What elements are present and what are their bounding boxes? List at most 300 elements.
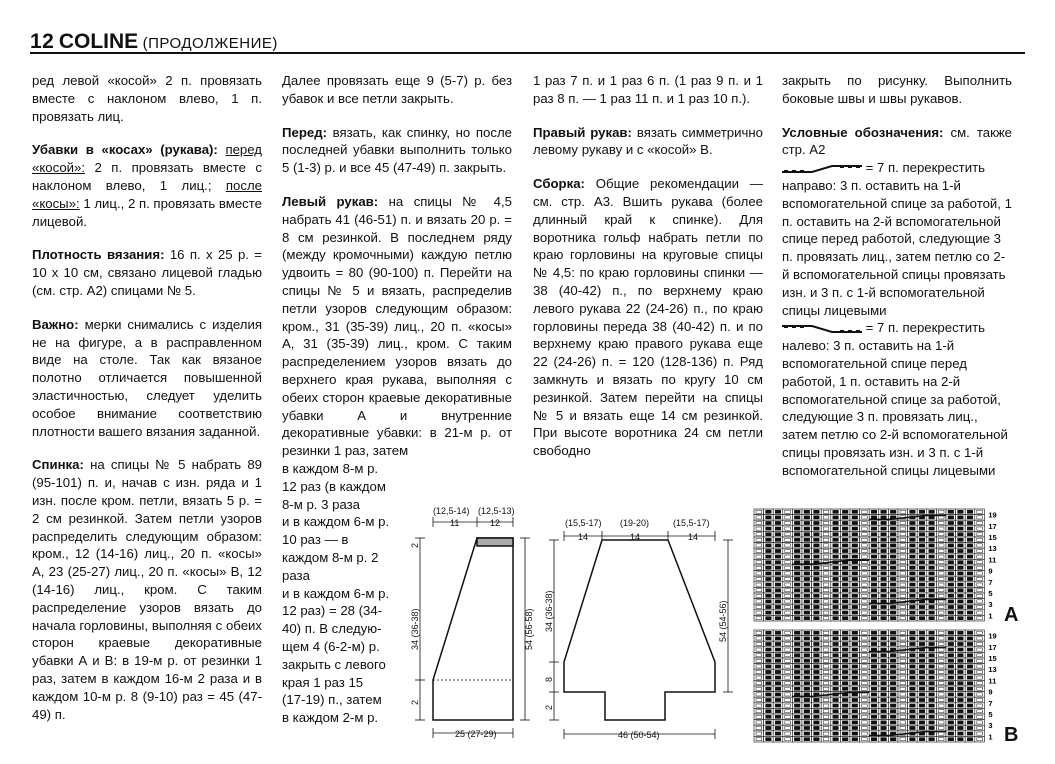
knit-stitch bbox=[871, 642, 877, 645]
knit-stitch bbox=[890, 577, 896, 580]
knit-stitch bbox=[929, 715, 935, 718]
knit-stitch bbox=[833, 544, 839, 547]
knit-stitch bbox=[833, 732, 839, 735]
purl-stitch bbox=[823, 665, 829, 668]
knit-stitch bbox=[794, 555, 800, 558]
knit-stitch bbox=[775, 549, 781, 552]
knit-stitch bbox=[871, 555, 877, 558]
knit-stitch bbox=[794, 698, 800, 701]
knit-stitch bbox=[919, 533, 925, 536]
purl-stitch bbox=[977, 659, 983, 662]
dim-label: 25 (27-29) bbox=[455, 729, 497, 739]
knit-stitch bbox=[852, 617, 858, 620]
knit-stitch bbox=[871, 605, 877, 608]
purl-stitch bbox=[938, 521, 944, 524]
knit-stitch bbox=[852, 533, 858, 536]
knit-stitch bbox=[910, 533, 916, 536]
knit-stitch bbox=[814, 715, 820, 718]
knit-stitch bbox=[833, 710, 839, 713]
purl-stitch bbox=[756, 555, 762, 558]
knit-stitch bbox=[871, 566, 877, 569]
purl-stitch bbox=[862, 637, 868, 640]
knit-stitch bbox=[929, 561, 935, 564]
knit-stitch bbox=[804, 738, 810, 741]
knit-stitch bbox=[794, 732, 800, 735]
purl-stitch bbox=[862, 521, 868, 524]
knit-stitch bbox=[919, 715, 925, 718]
knit-stitch bbox=[814, 555, 820, 558]
knit-stitch bbox=[852, 611, 858, 614]
purl-stitch bbox=[900, 510, 906, 513]
knit-stitch bbox=[871, 665, 877, 668]
purl-stitch bbox=[823, 726, 829, 729]
purl-stitch bbox=[823, 583, 829, 586]
knit-stitch bbox=[852, 715, 858, 718]
knit-stitch bbox=[958, 670, 964, 673]
knit-stitch bbox=[814, 589, 820, 592]
knit-stitch bbox=[890, 561, 896, 564]
knit-stitch bbox=[929, 617, 935, 620]
dim-label: 54 (54-56) bbox=[718, 600, 728, 642]
purl-stitch bbox=[823, 605, 829, 608]
knit-stitch bbox=[804, 693, 810, 696]
knit-stitch bbox=[890, 726, 896, 729]
knit-stitch bbox=[814, 704, 820, 707]
knit-stitch bbox=[958, 611, 964, 614]
knit-stitch bbox=[967, 538, 973, 541]
knit-stitch bbox=[919, 721, 925, 724]
purl-stitch bbox=[938, 715, 944, 718]
chart-b-label: B bbox=[1004, 724, 1019, 746]
knit-stitch bbox=[794, 566, 800, 569]
knit-stitch bbox=[958, 687, 964, 690]
underlined-text: перед «косой»: bbox=[32, 142, 262, 176]
knit-stitch bbox=[833, 704, 839, 707]
knit-stitch bbox=[890, 654, 896, 657]
knit-stitch bbox=[910, 577, 916, 580]
purl-stitch bbox=[756, 510, 762, 513]
knit-stitch bbox=[766, 654, 772, 657]
knit-stitch bbox=[814, 605, 820, 608]
knit-stitch bbox=[852, 577, 858, 580]
knit-stitch bbox=[967, 577, 973, 580]
knit-stitch bbox=[967, 611, 973, 614]
purl-stitch bbox=[862, 617, 868, 620]
dim-label: (19-20) bbox=[620, 518, 650, 528]
purl-stitch bbox=[785, 549, 791, 552]
knit-stitch bbox=[775, 566, 781, 569]
paragraph-text: на спицы № 4,5 набрать 41 (46-51) п. и вязать 20 р. = 8 см резинкой. В последнем ряду (между кромочными) каждую петлю удвоить = 80 (90-100) п. Перейти на спицы № 5 и вязать, распределив петли узоров следующим образом: кром., 31 (35-39) лиц., 20 п. «косы» А, 31 (35-39) лиц., кром. С таким распределением узоров вязать до верхнего края рукава, выполняя с обеих сторон краевые декоративные убавки А и внутренние декоративные убавки: в 21-м р. от резинки 1 раз, затем bbox=[282, 193, 512, 459]
knit-stitch bbox=[881, 670, 887, 673]
knit-stitch bbox=[766, 676, 772, 679]
knit-stitch bbox=[833, 698, 839, 701]
knit-stitch bbox=[852, 676, 858, 679]
purl-stitch bbox=[938, 738, 944, 741]
purl-stitch bbox=[862, 676, 868, 679]
purl-stitch bbox=[900, 726, 906, 729]
knit-stitch bbox=[881, 611, 887, 614]
knit-stitch bbox=[948, 732, 954, 735]
purl-stitch bbox=[785, 521, 791, 524]
knit-stitch bbox=[775, 715, 781, 718]
knit-stitch bbox=[890, 605, 896, 608]
knit-stitch bbox=[842, 510, 848, 513]
knit-stitch bbox=[910, 738, 916, 741]
knit-stitch bbox=[948, 589, 954, 592]
knit-stitch bbox=[833, 510, 839, 513]
purl-stitch bbox=[938, 561, 944, 564]
knit-stitch bbox=[804, 561, 810, 564]
purl-stitch bbox=[862, 654, 868, 657]
knit-stitch bbox=[833, 572, 839, 575]
purl-stitch bbox=[862, 738, 868, 741]
chart-row-label: 5 bbox=[988, 589, 993, 598]
knit-stitch bbox=[871, 687, 877, 690]
narrow-line: края 1 раз 15 bbox=[282, 674, 364, 690]
knit-stitch bbox=[967, 726, 973, 729]
knit-stitch bbox=[958, 566, 964, 569]
purl-stitch bbox=[756, 549, 762, 552]
purl-stitch bbox=[785, 637, 791, 640]
knit-stitch bbox=[766, 721, 772, 724]
knit-stitch bbox=[842, 715, 848, 718]
paragraph-title: Сборка: bbox=[533, 176, 585, 192]
knit-stitch bbox=[766, 687, 772, 690]
knit-stitch bbox=[929, 665, 935, 668]
knit-stitch bbox=[948, 510, 954, 513]
purl-stitch bbox=[862, 670, 868, 673]
knit-stitch bbox=[842, 577, 848, 580]
knit-stitch bbox=[967, 738, 973, 741]
knit-stitch bbox=[929, 577, 935, 580]
knit-stitch bbox=[948, 521, 954, 524]
knit-stitch bbox=[910, 670, 916, 673]
knit-stitch bbox=[775, 533, 781, 536]
knit-stitch bbox=[958, 642, 964, 645]
knit-stitch bbox=[804, 704, 810, 707]
paragraph-text: на спицы № 5 набрать 89 (95-101) п. и, начав с изн. ряда и 1 изн. после кром. петли, вязать 5 р. = 2 см резинкой. Затем петли узоров распределить следующим образом: кром., 12 (14-16) лиц., 20 п. «косы» А, 23 (25-27) лиц., 20 п. «косы» В, 12 (14-16) лиц., кром. С таким распределение узоров вязать до начала горловины, выполняя с обеих сторон краевые декоративные убавки А и В: в 19-м р. от резинки 1 раз, затем в каждом 16-м 2 раза и в каждом 10-м р. 8 (9-10) раз = 45 (47-49) п. bbox=[32, 457, 262, 722]
knit-stitch bbox=[919, 710, 925, 713]
knit-stitch bbox=[890, 555, 896, 558]
knit-stitch bbox=[948, 538, 954, 541]
knit-stitch bbox=[842, 721, 848, 724]
knit-stitch bbox=[814, 682, 820, 685]
purl-stitch bbox=[977, 555, 983, 558]
knit-stitch bbox=[881, 637, 887, 640]
purl-stitch bbox=[756, 544, 762, 547]
knit-stitch bbox=[766, 637, 772, 640]
knit-stitch bbox=[929, 654, 935, 657]
paragraph bbox=[282, 124, 512, 177]
knit-stitch bbox=[833, 676, 839, 679]
knit-stitch bbox=[794, 715, 800, 718]
knit-stitch bbox=[766, 549, 772, 552]
knit-stitch bbox=[775, 631, 781, 634]
knit-stitch bbox=[881, 566, 887, 569]
purl-stitch bbox=[977, 631, 983, 634]
knit-stitch bbox=[794, 521, 800, 524]
knit-stitch bbox=[910, 726, 916, 729]
knit-stitch bbox=[804, 659, 810, 662]
cable-right-symbol-icon bbox=[782, 165, 862, 173]
knit-stitch bbox=[775, 732, 781, 735]
knit-stitch bbox=[794, 642, 800, 645]
knit-stitch bbox=[967, 676, 973, 679]
purl-stitch bbox=[756, 665, 762, 668]
knit-stitch bbox=[794, 594, 800, 597]
knit-stitch bbox=[852, 566, 858, 569]
knit-stitch bbox=[958, 738, 964, 741]
knit-stitch bbox=[852, 561, 858, 564]
knit-stitch bbox=[919, 566, 925, 569]
knit-stitch bbox=[948, 704, 954, 707]
purl-stitch bbox=[900, 521, 906, 524]
purl-stitch bbox=[938, 659, 944, 662]
knit-stitch bbox=[910, 544, 916, 547]
knit-stitch bbox=[794, 510, 800, 513]
knit-stitch bbox=[842, 600, 848, 603]
knit-stitch bbox=[804, 637, 810, 640]
knit-stitch bbox=[958, 637, 964, 640]
purl-stitch bbox=[756, 715, 762, 718]
knit-stitch bbox=[804, 516, 810, 519]
purl-stitch bbox=[938, 566, 944, 569]
knit-stitch bbox=[871, 617, 877, 620]
knit-stitch bbox=[948, 710, 954, 713]
knit-stitch bbox=[852, 594, 858, 597]
knit-stitch bbox=[804, 732, 810, 735]
purl-stitch bbox=[756, 637, 762, 640]
knit-stitch bbox=[948, 527, 954, 530]
knit-stitch bbox=[833, 583, 839, 586]
knit-stitch bbox=[842, 617, 848, 620]
purl-stitch bbox=[785, 676, 791, 679]
purl-stitch bbox=[823, 698, 829, 701]
purl-stitch bbox=[785, 561, 791, 564]
purl-stitch bbox=[823, 538, 829, 541]
knit-stitch bbox=[852, 600, 858, 603]
purl-stitch bbox=[900, 670, 906, 673]
knit-stitch bbox=[910, 566, 916, 569]
knit-stitch bbox=[919, 687, 925, 690]
purl-stitch bbox=[900, 617, 906, 620]
knit-stitch bbox=[910, 555, 916, 558]
knit-stitch bbox=[775, 527, 781, 530]
paragraph-text: Общие рекомендации — см. стр. А3. Вшить рукава (более длинный край к спинке). Для воротника гольф набрать петли по краю горловины на круговые спицы № 4,5: по краю горловины спинки — 38 (40-42) п., по верхнему краю левого рукава 22 (24-26) п., по краю горловины переда 38 (40-42) п. и по верхнему краю правого рукава еще 22 (24-26) п. = 120 (128-136) п. Ряд замкнуть и вязать по кругу 10 см резинкой. Затем перейти на спицы № 5 и вязать еще 14 см резинкой. При высоте воротника 24 см петли свободно bbox=[533, 176, 763, 459]
knit-stitch bbox=[766, 631, 772, 634]
knit-stitch bbox=[958, 549, 964, 552]
knit-stitch bbox=[766, 682, 772, 685]
purl-stitch bbox=[862, 715, 868, 718]
purl-stitch bbox=[862, 538, 868, 541]
knit-stitch bbox=[804, 726, 810, 729]
knit-stitch bbox=[833, 659, 839, 662]
purl-stitch bbox=[756, 572, 762, 575]
knit-stitch bbox=[929, 589, 935, 592]
paragraph-title: Правый рукав: bbox=[533, 124, 632, 140]
knit-stitch bbox=[814, 631, 820, 634]
knit-stitch bbox=[775, 577, 781, 580]
purl-stitch bbox=[938, 549, 944, 552]
purl-stitch bbox=[785, 510, 791, 513]
paragraph-text: вязать симметрично левому рукаву и с «косой» В. bbox=[533, 124, 763, 158]
chart-row-label: 15 bbox=[988, 654, 997, 663]
knit-stitch bbox=[881, 605, 887, 608]
knit-stitch bbox=[852, 670, 858, 673]
purl-stitch bbox=[785, 738, 791, 741]
knit-stitch bbox=[967, 654, 973, 657]
knit-stitch bbox=[775, 583, 781, 586]
purl-stitch bbox=[977, 738, 983, 741]
knit-stitch bbox=[766, 704, 772, 707]
knit-stitch bbox=[881, 693, 887, 696]
purl-stitch bbox=[756, 687, 762, 690]
knit-stitch bbox=[852, 659, 858, 662]
knit-stitch bbox=[833, 555, 839, 558]
knit-stitch bbox=[842, 665, 848, 668]
knit-stitch bbox=[814, 648, 820, 651]
knit-stitch bbox=[890, 510, 896, 513]
purl-stitch bbox=[756, 577, 762, 580]
paragraph bbox=[782, 124, 1012, 160]
purl-stitch bbox=[862, 594, 868, 597]
purl-stitch bbox=[900, 654, 906, 657]
purl-stitch bbox=[823, 617, 829, 620]
knit-stitch bbox=[929, 572, 935, 575]
knit-stitch bbox=[929, 659, 935, 662]
purl-stitch bbox=[900, 659, 906, 662]
knit-stitch bbox=[814, 738, 820, 741]
purl-stitch bbox=[862, 687, 868, 690]
purl-stitch bbox=[977, 605, 983, 608]
knit-stitch bbox=[929, 738, 935, 741]
knit-stitch bbox=[842, 710, 848, 713]
knit-stitch bbox=[958, 648, 964, 651]
knit-stitch bbox=[871, 516, 877, 519]
knit-stitch bbox=[948, 721, 954, 724]
knit-stitch bbox=[871, 611, 877, 614]
knit-stitch bbox=[929, 605, 935, 608]
purl-stitch bbox=[900, 549, 906, 552]
knit-stitch bbox=[871, 533, 877, 536]
purl-stitch bbox=[938, 726, 944, 729]
knit-stitch bbox=[948, 665, 954, 668]
knit-stitch bbox=[842, 594, 848, 597]
knit-stitch bbox=[890, 659, 896, 662]
knit-stitch bbox=[871, 715, 877, 718]
purl-stitch bbox=[785, 670, 791, 673]
purl-stitch bbox=[756, 631, 762, 634]
knit-stitch bbox=[833, 527, 839, 530]
paragraph bbox=[32, 246, 262, 299]
knit-stitch bbox=[890, 594, 896, 597]
stitch-chart-b bbox=[752, 628, 1002, 743]
knit-stitch bbox=[958, 665, 964, 668]
knit-stitch bbox=[890, 589, 896, 592]
purl-stitch bbox=[785, 659, 791, 662]
narrow-line: закрыть с левого bbox=[282, 656, 386, 672]
purl-stitch bbox=[785, 704, 791, 707]
purl-stitch bbox=[900, 577, 906, 580]
purl-stitch bbox=[938, 577, 944, 580]
purl-stitch bbox=[977, 600, 983, 603]
knit-stitch bbox=[890, 527, 896, 530]
knit-stitch bbox=[967, 527, 973, 530]
paragraph-title: Левый рукав: bbox=[282, 193, 379, 209]
knit-stitch bbox=[929, 516, 935, 519]
knit-stitch bbox=[814, 611, 820, 614]
purl-stitch bbox=[977, 670, 983, 673]
chart-row-label: 13 bbox=[988, 665, 997, 675]
purl-stitch bbox=[938, 642, 944, 645]
purl-stitch bbox=[823, 549, 829, 552]
purl-stitch bbox=[823, 589, 829, 592]
knit-stitch bbox=[890, 521, 896, 524]
purl-stitch bbox=[862, 648, 868, 651]
purl-stitch bbox=[785, 527, 791, 530]
knit-stitch bbox=[766, 659, 772, 662]
purl-stitch bbox=[823, 710, 829, 713]
purl-stitch bbox=[785, 726, 791, 729]
knit-stitch bbox=[871, 594, 877, 597]
knit-stitch bbox=[814, 516, 820, 519]
purl-stitch bbox=[900, 527, 906, 530]
knit-stitch bbox=[804, 654, 810, 657]
knit-stitch bbox=[804, 642, 810, 645]
knit-stitch bbox=[775, 555, 781, 558]
knit-stitch bbox=[958, 698, 964, 701]
knit-stitch bbox=[833, 648, 839, 651]
purl-stitch bbox=[900, 589, 906, 592]
knit-stitch bbox=[804, 605, 810, 608]
knit-stitch bbox=[910, 665, 916, 668]
purl-stitch bbox=[900, 721, 906, 724]
knit-stitch bbox=[881, 659, 887, 662]
purl-stitch bbox=[977, 732, 983, 735]
purl-stitch bbox=[938, 676, 944, 679]
knit-stitch bbox=[766, 738, 772, 741]
knit-stitch bbox=[919, 561, 925, 564]
knit-stitch bbox=[881, 738, 887, 741]
purl-stitch bbox=[938, 693, 944, 696]
purl-stitch bbox=[977, 549, 983, 552]
knit-stitch bbox=[775, 676, 781, 679]
knit-stitch bbox=[794, 654, 800, 657]
purl-stitch bbox=[823, 637, 829, 640]
purl-stitch bbox=[938, 527, 944, 530]
knit-stitch bbox=[766, 600, 772, 603]
knit-stitch bbox=[794, 659, 800, 662]
purl-stitch bbox=[862, 698, 868, 701]
knit-stitch bbox=[871, 561, 877, 564]
knit-stitch bbox=[929, 521, 935, 524]
knit-stitch bbox=[842, 631, 848, 634]
knit-stitch bbox=[910, 521, 916, 524]
knit-stitch bbox=[775, 611, 781, 614]
knit-stitch bbox=[929, 611, 935, 614]
narrow-line: и в каждом 6-м р. bbox=[282, 585, 390, 601]
purl-stitch bbox=[977, 710, 983, 713]
knit-stitch bbox=[871, 738, 877, 741]
knit-stitch bbox=[842, 704, 848, 707]
dim-label: 14 bbox=[630, 532, 641, 542]
knit-stitch bbox=[775, 617, 781, 620]
knit-stitch bbox=[919, 642, 925, 645]
purl-stitch bbox=[977, 704, 983, 707]
knit-stitch bbox=[919, 572, 925, 575]
knit-stitch bbox=[794, 682, 800, 685]
knit-stitch bbox=[766, 566, 772, 569]
